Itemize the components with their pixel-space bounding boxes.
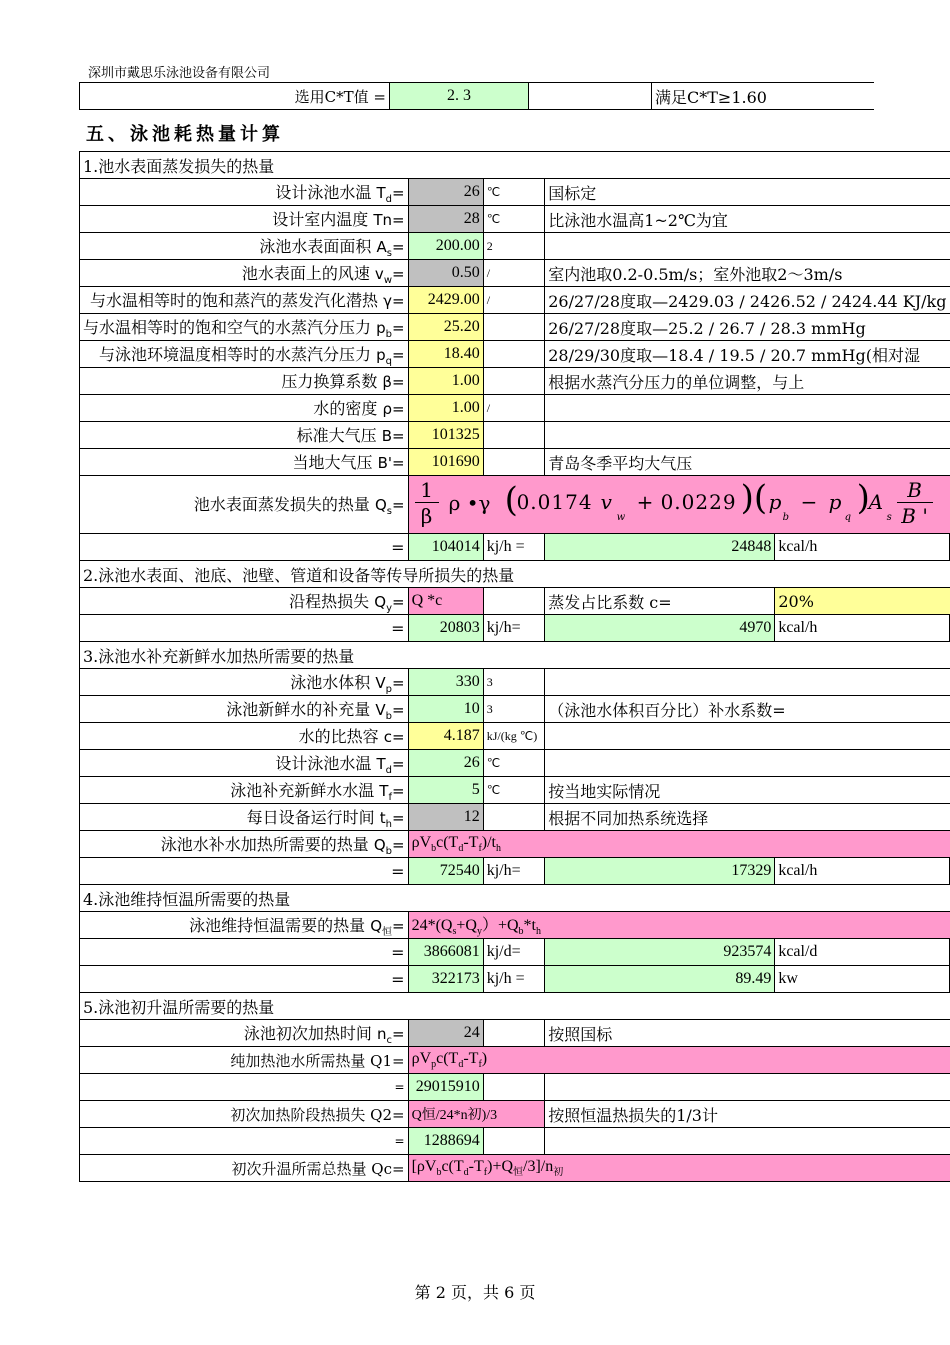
f-part: )+Q [487, 1157, 514, 1175]
row-label-cell [80, 449, 409, 476]
formula-cell [408, 476, 949, 534]
row-unit: / [483, 260, 544, 287]
f-sub: d [458, 843, 464, 855]
f-sub: 初 [553, 1167, 564, 1179]
row-unit: kJ/(kg ℃) [483, 723, 544, 750]
row-label-cell [80, 422, 409, 449]
row-note: 根据不同加热系统选择 [545, 804, 950, 831]
row-symbol-sub: 恒 [382, 926, 392, 938]
evaporation-formula-row [80, 476, 950, 534]
ratio-label: 蒸发占比系数 c= [545, 588, 775, 615]
section-3-title [80, 642, 950, 669]
section-heading: 4.泳池维持恒温所需要的热量 [80, 885, 950, 912]
table-row [80, 395, 950, 422]
result-unit-2: kcal/d [775, 939, 950, 966]
f-sub: b [431, 843, 437, 855]
f-sub: h [496, 843, 501, 855]
page-footer: 第 2 页，共 6 页 [414, 1283, 536, 1302]
row-label: 泳池水表面面积 [259, 236, 372, 256]
row-symbol: ρ [382, 399, 392, 418]
row-note [545, 422, 950, 449]
table-row [80, 287, 950, 314]
f-sub: d [458, 1059, 464, 1071]
section-heading: 2.泳池水表面、池底、池壁、管道和设备等传导所损失的热量 [80, 561, 950, 588]
row-symbol-sub: d [385, 193, 392, 205]
row-label-cell [80, 912, 409, 939]
f-part: -T [463, 1049, 479, 1067]
row-unit: 3 [483, 669, 544, 696]
row-label: 当地大气压 [292, 452, 373, 472]
row-symbol-sub: q [385, 355, 392, 367]
row-equals: = [392, 673, 405, 692]
f-part: c(T [441, 1157, 464, 1175]
row-symbol: V [375, 673, 386, 692]
f-sub: y [476, 926, 482, 938]
f-sub: p [431, 1059, 437, 1071]
ct-label: 选用C*T值 = [80, 83, 390, 110]
row-equals: = [392, 426, 405, 445]
row-label: 每日设备运行时间 [246, 807, 375, 827]
row-unit: ℃ [483, 206, 544, 233]
row-value[interactable]: 200.00 [408, 233, 483, 260]
result-row [80, 615, 950, 642]
row-label-cell [80, 476, 409, 534]
section-4-title [80, 885, 950, 912]
result-value-1: 20803 [408, 615, 483, 642]
table-row [80, 179, 950, 206]
f-sub: f [478, 843, 482, 855]
row-symbol-sub: s [386, 506, 392, 517]
row-unit: ℃ [483, 777, 544, 804]
row-note: 根据水蒸汽分压力的单位调整，与上 [545, 368, 950, 395]
row-label-cell [80, 287, 409, 314]
result-value-1: 322173 [408, 966, 483, 993]
empty-cell [483, 1020, 544, 1047]
empty-cell [483, 588, 544, 615]
row-symbol: V [375, 700, 386, 719]
row-value[interactable]: 101325 [408, 422, 483, 449]
result-equals: = [80, 966, 409, 993]
row-symbol: p [376, 318, 386, 337]
row-symbol-sub: b [385, 845, 392, 857]
table-row [80, 804, 950, 831]
row-symbol-sub: b [385, 710, 392, 722]
empty-cell [545, 1074, 950, 1101]
f-sub: b [436, 1167, 442, 1179]
result-value-2: 89.49 [545, 966, 775, 993]
row-value[interactable]: 4.187 [408, 723, 483, 750]
f-sub: 恒 [513, 1167, 524, 1179]
result-row [80, 939, 950, 966]
f-part: ）+Q [481, 917, 519, 935]
row-equals: = [392, 700, 405, 719]
conduction-loss-row [80, 588, 950, 615]
row-label-cell: 纯加热池水所需热量 Q1= [80, 1047, 409, 1074]
table-row [80, 233, 950, 260]
ct-value[interactable]: 2. 3 [390, 83, 529, 110]
pure-heating-formula [408, 1047, 949, 1074]
result-row [80, 1128, 950, 1155]
empty-cell [483, 1074, 544, 1101]
makeup-formula [408, 831, 949, 858]
row-equals: = [392, 808, 405, 827]
row-label-cell [80, 804, 409, 831]
result-unit-1: kj/h= [483, 858, 544, 885]
row-label-cell [80, 179, 409, 206]
row-symbol-sub: c [386, 1034, 392, 1046]
pure-heating-row [80, 1047, 950, 1074]
row-equals: = [392, 1024, 405, 1043]
result-unit-2: kcal/h [775, 858, 950, 885]
result-value-2: 17329 [545, 858, 775, 885]
row-note [545, 669, 950, 696]
row-symbol: T [376, 754, 386, 773]
table-row [80, 777, 950, 804]
row-value[interactable]: 2429.00 [408, 287, 483, 314]
row-label: 泳池维持恒温需要的热量 [189, 915, 366, 935]
row-unit [483, 449, 544, 476]
row-unit [483, 341, 544, 368]
result-unit-1: kj/h = [483, 534, 544, 561]
result-unit-2: kcal/h [775, 534, 950, 561]
row-label: 池水表面蒸发损失的热量 [193, 495, 370, 514]
row-label-cell [80, 314, 409, 341]
result-value: 29015910 [408, 1074, 483, 1101]
row-symbol: p [376, 345, 386, 364]
row-label-cell: 初次升温所需总热量 Qc= [80, 1155, 409, 1182]
row-note [545, 723, 950, 750]
row-label: 水的密度 [313, 398, 378, 418]
table-row [80, 723, 950, 750]
row-symbol-sub: p [385, 683, 392, 695]
result-value-2: 923574 [545, 939, 775, 966]
row-equals: = [392, 835, 405, 854]
row-symbol: Q [373, 835, 386, 854]
row-label-cell [80, 341, 409, 368]
f-sub: h [536, 926, 541, 938]
row-note: 26/27/28度取—25.2 / 26.7 / 28.3 mmHg [545, 314, 950, 341]
row-label-cell [80, 206, 409, 233]
row-value[interactable]: 0.50 [408, 260, 483, 287]
row-equals: = [392, 237, 405, 256]
row-equals: = [392, 183, 405, 202]
result-unit-2: kcal/h [775, 615, 950, 642]
heat-calc-table [79, 151, 950, 1182]
table-row [80, 206, 950, 233]
table-row [80, 750, 950, 777]
row-label-cell [80, 233, 409, 260]
row-label-cell [80, 750, 409, 777]
f-part: -T [468, 1157, 484, 1175]
ratio-value[interactable]: 20% [775, 588, 950, 615]
row-symbol: Q [374, 496, 387, 514]
row-unit [483, 314, 544, 341]
total-initial-formula [408, 1155, 949, 1182]
row-symbol: B' [377, 453, 392, 472]
row-unit: 2 [483, 233, 544, 260]
row-symbol: T [376, 183, 386, 202]
table-row [80, 696, 950, 723]
result-equals: = [80, 534, 409, 561]
row-label-cell [80, 395, 409, 422]
row-equals: = [392, 264, 405, 283]
row-label-cell [80, 368, 409, 395]
row-label-cell [80, 777, 409, 804]
row-unit [483, 422, 544, 449]
row-label-cell [80, 669, 409, 696]
f-part: 24*(Q [411, 917, 453, 935]
row-label: 设计泳池水温 [275, 753, 372, 773]
row-equals: = [392, 210, 405, 229]
row-note: 按照恒温热损失的1/3计 [545, 1101, 950, 1128]
row-value[interactable]: 10 [408, 696, 483, 723]
row-symbol-sub: f [388, 791, 392, 803]
row-equals: = [392, 345, 405, 364]
row-label-cell [80, 831, 409, 858]
row-value[interactable]: 12 [408, 804, 483, 831]
row-equals: = [392, 727, 405, 746]
constant-temp-formula-row [80, 912, 950, 939]
f-sub: s [452, 926, 457, 938]
row-value[interactable]: 330 [408, 669, 483, 696]
table-row [80, 314, 950, 341]
company-name: 深圳市戴思乐泳池设备有限公司 [88, 66, 271, 81]
row-label-cell [80, 260, 409, 287]
row-label: 与水温相等时的饱和蒸汽的蒸发汽化潜热 [90, 290, 379, 310]
f-part: ) [481, 1049, 488, 1067]
row-note: 按照国标 [545, 1020, 950, 1047]
f-part: -T [463, 833, 479, 851]
table-row [80, 260, 950, 287]
table-row [80, 368, 950, 395]
result-unit-2: kw [775, 966, 950, 993]
row-label-cell [80, 588, 409, 615]
row-label: 标准大气压 [296, 425, 377, 445]
row-label: 设计室内温度 [272, 209, 369, 229]
row-note: 28/29/30度取—18.4 / 19.5 / 20.7 mmHg(相对湿 [545, 341, 950, 368]
row-symbol: γ [383, 291, 392, 310]
row-symbol: t [379, 808, 386, 827]
section-heading: 3.泳池水补充新鲜水加热所需要的热量 [80, 642, 950, 669]
ct-empty [529, 83, 652, 110]
row-equals: = [392, 291, 405, 310]
makeup-formula-row [80, 831, 950, 858]
section-heading: 1.池水表面蒸发损失的热量 [80, 152, 950, 179]
row-symbol: Tn [373, 210, 392, 229]
f-part: c(T [436, 833, 459, 851]
row-equals: = [392, 318, 405, 337]
result-equals: = [80, 615, 409, 642]
f-sub: d [463, 1167, 469, 1179]
row-note: 国标定 [545, 179, 950, 206]
f-part: [ρV [411, 1157, 437, 1175]
table-row [80, 422, 950, 449]
result-value: 1288694 [408, 1128, 483, 1155]
result-equals: = [80, 1128, 409, 1155]
empty-cell [545, 1128, 950, 1155]
section-title: 五、泳池耗热量计算 [86, 124, 284, 145]
row-equals: = [392, 453, 405, 472]
conduction-formula: Q *c [408, 588, 483, 615]
row-unit: / [483, 287, 544, 314]
row-value[interactable]: 28 [408, 206, 483, 233]
result-value-2: 24848 [545, 534, 775, 561]
row-value[interactable]: 25.20 [408, 314, 483, 341]
row-unit: / [483, 395, 544, 422]
row-label-cell [80, 1020, 409, 1047]
row-note: 青岛冬季平均大气压 [545, 449, 950, 476]
row-value[interactable]: 26 [408, 179, 483, 206]
row-note: 按当地实际情况 [545, 777, 950, 804]
row-note: 室内池取0.2-0.5m/s；室外池取2～3m/s [545, 260, 950, 287]
result-row [80, 534, 950, 561]
row-equals: = [392, 916, 405, 935]
row-value[interactable]: 5 [408, 777, 483, 804]
row-label: 泳池补充新鲜水水温 [230, 780, 375, 800]
row-value[interactable]: 24 [408, 1020, 483, 1047]
row-label: 泳池新鲜水的补充量 [226, 699, 371, 719]
row-symbol-sub: s [386, 247, 392, 259]
row-note [545, 395, 950, 422]
section-heading: 5.泳池初升温所需要的热量 [80, 993, 950, 1020]
result-value-2: 4970 [545, 615, 775, 642]
row-equals: = [392, 372, 405, 391]
row-unit: 3 [483, 696, 544, 723]
result-row [80, 966, 950, 993]
total-initial-heat-row [80, 1155, 950, 1182]
row-label: 泳池初次加热时间 [243, 1023, 372, 1043]
row-symbol-sub: b [385, 328, 392, 340]
row-equals: = [392, 781, 405, 800]
row-equals: = [392, 496, 405, 514]
row-symbol: T [379, 781, 389, 800]
constant-temp-formula [408, 912, 949, 939]
row-equals: = [392, 754, 405, 773]
f-part: /3]/n [523, 1157, 554, 1175]
row-unit [483, 368, 544, 395]
section-1-title [80, 152, 950, 179]
row-equals: = [392, 592, 405, 611]
f-sub: f [483, 1167, 488, 1179]
empty-cell [483, 1128, 544, 1155]
row-label: 沿程热损失 [289, 591, 370, 611]
f-part: )/t [481, 833, 496, 851]
f-part: ρV [411, 1049, 432, 1067]
row-label: 压力换算系数 [281, 371, 378, 391]
initial-heat-time-row [80, 1020, 950, 1047]
row-label: 泳池水补水加热所需要的热量 [160, 834, 369, 854]
row-note: （泳池水体积百分比）补水系数= [545, 696, 950, 723]
result-row [80, 1074, 950, 1101]
row-symbol: β [382, 372, 392, 391]
f-part: +Q [456, 917, 477, 935]
row-label-cell [80, 723, 409, 750]
row-label-cell: 初次加热阶段热损失 Q2= [80, 1101, 409, 1128]
result-value-1: 72540 [408, 858, 483, 885]
table-row [80, 449, 950, 476]
row-unit [483, 804, 544, 831]
row-symbol-sub: h [385, 818, 392, 830]
result-equals: = [80, 939, 409, 966]
row-symbol: A [376, 237, 387, 256]
row-symbol: c [383, 727, 392, 746]
ct-note: 满足C*T≥1.60 [652, 83, 874, 110]
ct-table [79, 82, 874, 110]
f-sub: f [478, 1059, 482, 1071]
row-note [545, 233, 950, 260]
section-2-title [80, 561, 950, 588]
row-label-cell [80, 696, 409, 723]
row-equals: = [392, 399, 405, 418]
ct-row [80, 83, 874, 110]
row-unit: ℃ [483, 750, 544, 777]
row-value[interactable]: 1.00 [408, 395, 483, 422]
row-value[interactable]: 1.00 [408, 368, 483, 395]
result-equals: = [80, 858, 409, 885]
row-unit: ℃ [483, 179, 544, 206]
result-equals: = [80, 1074, 409, 1101]
result-unit-1: kj/h= [483, 615, 544, 642]
f-part: ρV [411, 833, 432, 851]
row-note: 比泳池水温高1~2℃为宜 [545, 206, 950, 233]
row-symbol: n [376, 1024, 387, 1043]
initial-loss-formula: Q恒/24*n初)/3 [408, 1101, 545, 1128]
f-sub: b [518, 926, 524, 938]
row-label: 池水表面上的风速 [241, 263, 370, 283]
result-value-1: 104014 [408, 534, 483, 561]
row-label: 与水温相等时的饱和空气的水蒸汽分压力 [83, 317, 372, 337]
row-symbol: Q [370, 916, 382, 935]
result-unit-1: kj/h = [483, 966, 544, 993]
row-symbol-sub: y [386, 602, 392, 614]
row-symbol-sub: d [385, 764, 392, 776]
row-symbol: Q [374, 592, 387, 611]
row-value[interactable]: 26 [408, 750, 483, 777]
row-note [545, 750, 950, 777]
row-value[interactable]: 101690 [408, 449, 483, 476]
f-part: c(T [436, 1049, 459, 1067]
row-label: 水的比热容 [298, 726, 379, 746]
table-row [80, 669, 950, 696]
table-row [80, 341, 950, 368]
row-label: 设计泳池水温 [275, 182, 372, 202]
result-value-1: 3866081 [408, 939, 483, 966]
initial-loss-row [80, 1101, 950, 1128]
result-unit-1: kj/d= [483, 939, 544, 966]
row-note: 26/27/28度取—2429.03 / 2426.52 / 2424.44 KJ/kg [545, 287, 950, 314]
row-label: 泳池水体积 [290, 672, 371, 692]
row-symbol: B [381, 426, 392, 445]
section-5-title [80, 993, 950, 1020]
f-part: *t [523, 917, 536, 935]
row-value[interactable]: 18.40 [408, 341, 483, 368]
row-symbol-sub: w [383, 274, 392, 286]
evaporation-formula: $\frac{1}{\beta}$ ρ •γ ( 0.0174 v w + 0.0229 )( p b − p q ) A s $\frac{B}{B '}$ [409, 476, 950, 534]
row-symbol: v [374, 264, 384, 283]
row-label: 与泳池环境温度相等时的水蒸汽分压力 [99, 344, 372, 364]
result-row [80, 858, 950, 885]
